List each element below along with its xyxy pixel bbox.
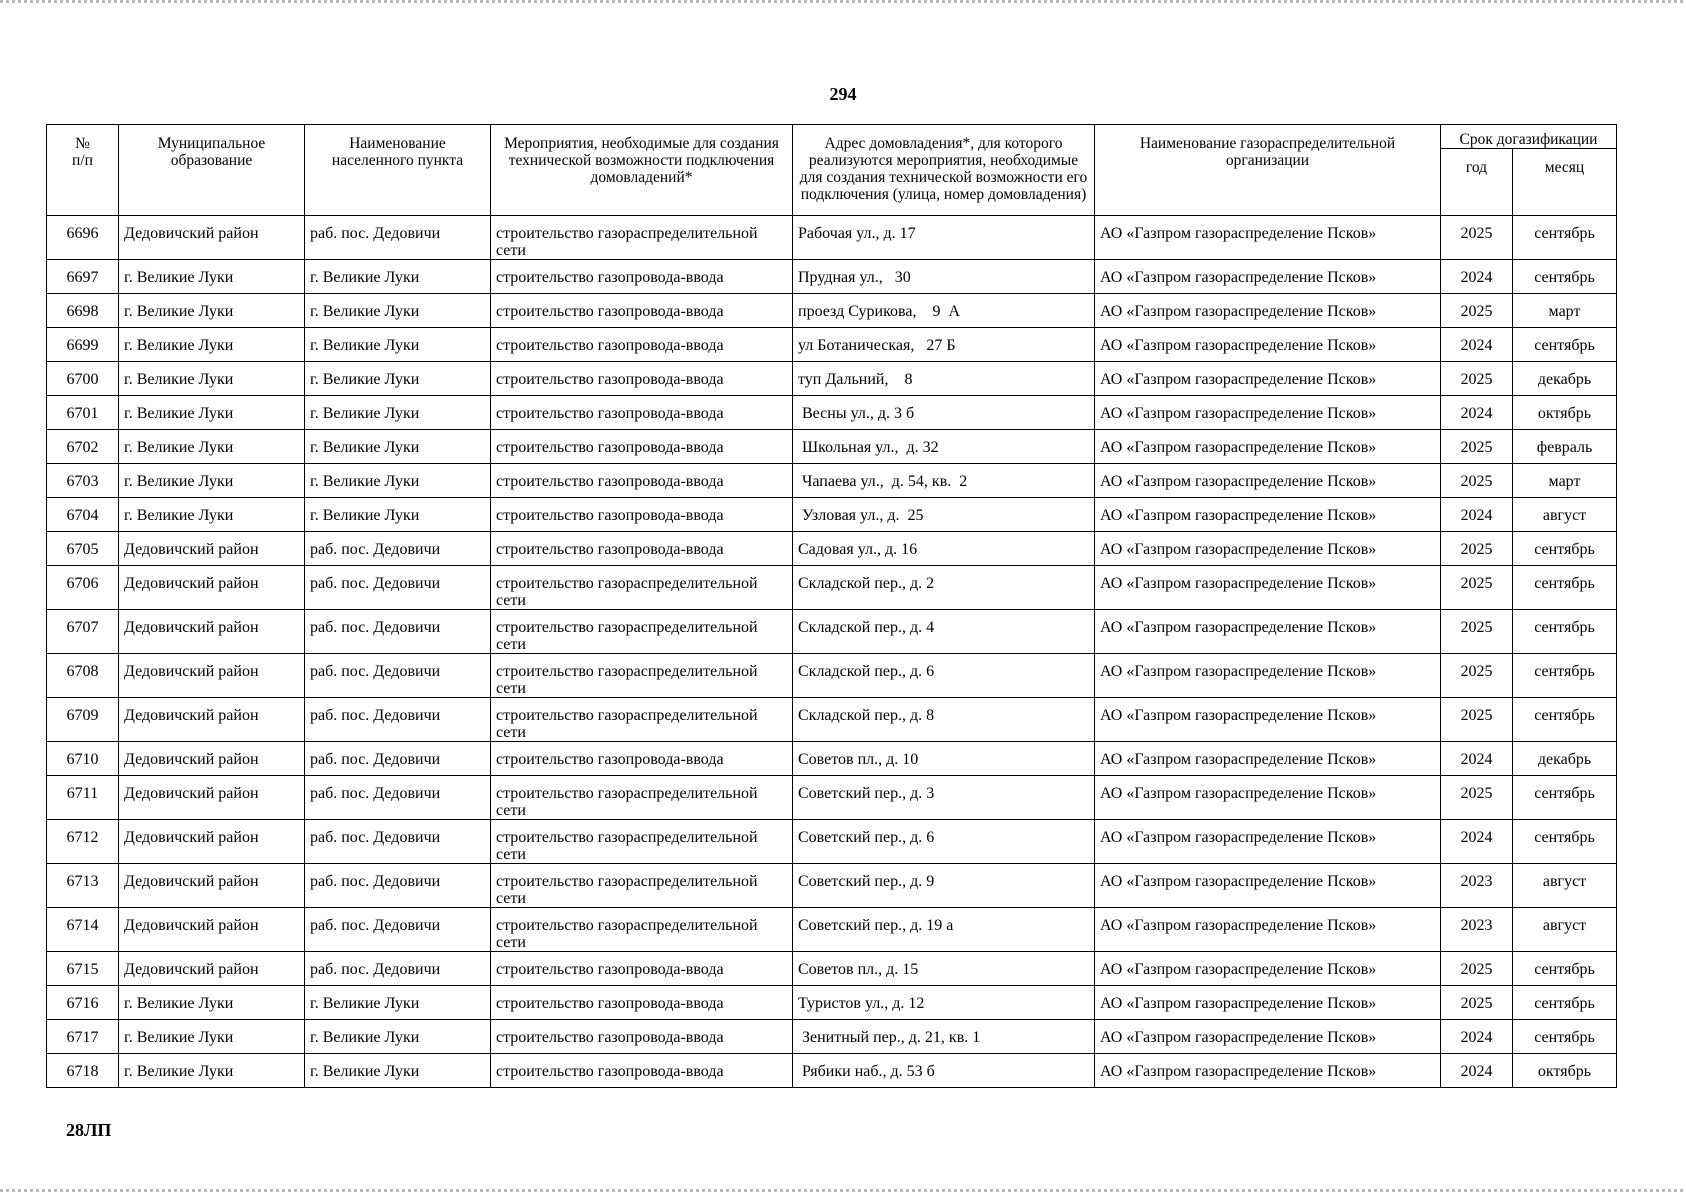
cell-month: август	[1513, 498, 1617, 532]
table-row	[47, 610, 1617, 654]
cell-address: Узловая ул., д. 25	[793, 498, 1095, 532]
cell-num: 6697	[47, 260, 119, 294]
cell-organization: АО «Газпром газораспределение Псков»	[1095, 654, 1441, 698]
cell-num: 6707	[47, 610, 119, 654]
cell-year: 2025	[1441, 654, 1513, 698]
header-settlement-label: Наименование населенного пункта	[331, 135, 464, 169]
cell-organization: АО «Газпром газораспределение Псков»	[1095, 820, 1441, 864]
header-address-label: Адрес домовладения*, для которого реализуются мероприятия, необходимые для создания технической возможности его подключения (улица, номер домовладения)	[799, 135, 1088, 203]
cell-municipality: Дедовичский район	[119, 566, 305, 610]
cell-organization: АО «Газпром газораспределение Псков»	[1095, 430, 1441, 464]
cell-year: 2025	[1441, 532, 1513, 566]
cell-settlement: раб. пос. Дедовичи	[305, 654, 491, 698]
footer-code: 28ЛП	[66, 1120, 112, 1140]
cell-measure: строительство газопровода-ввода	[491, 952, 793, 986]
cell-measure: строительство газопровода-ввода	[491, 396, 793, 430]
cell-address: Школьная ул., д. 32	[793, 430, 1095, 464]
cell-month: март	[1513, 294, 1617, 328]
cell-address: Прудная ул., 30	[793, 260, 1095, 294]
cell-num: 6710	[47, 742, 119, 776]
cell-municipality: г. Великие Луки	[119, 294, 305, 328]
table-row	[47, 362, 1617, 396]
cell-address: Советский пер., д. 6	[793, 820, 1095, 864]
cell-year: 2025	[1441, 566, 1513, 610]
cell-municipality: Дедовичский район	[119, 698, 305, 742]
cell-settlement: раб. пос. Дедовичи	[305, 698, 491, 742]
cell-month: сентябрь	[1513, 610, 1617, 654]
cell-municipality: г. Великие Луки	[119, 328, 305, 362]
cell-settlement: раб. пос. Дедовичи	[305, 566, 491, 610]
cell-measure: строительство газопровода-ввода	[491, 1020, 793, 1054]
cell-num: 6702	[47, 430, 119, 464]
cell-num: 6709	[47, 698, 119, 742]
cell-year: 2025	[1441, 216, 1513, 260]
cell-settlement: раб. пос. Дедовичи	[305, 742, 491, 776]
cell-municipality: Дедовичский район	[119, 742, 305, 776]
cell-num: 6706	[47, 566, 119, 610]
cell-organization: АО «Газпром газораспределение Псков»	[1095, 1020, 1441, 1054]
cell-organization: АО «Газпром газораспределение Псков»	[1095, 294, 1441, 328]
cell-municipality: Дедовичский район	[119, 864, 305, 908]
cell-measure: строительство газопровода-ввода	[491, 986, 793, 1020]
table-row	[47, 430, 1617, 464]
table-row	[47, 908, 1617, 952]
cell-address: Рабочая ул., д. 17	[793, 216, 1095, 260]
header-municipality	[119, 125, 305, 216]
cell-municipality: г. Великие Луки	[119, 362, 305, 396]
cell-month: декабрь	[1513, 362, 1617, 396]
cell-address: туп Дальний, 8	[793, 362, 1095, 396]
cell-settlement: раб. пос. Дедовичи	[305, 610, 491, 654]
cell-address: Складской пер., д. 8	[793, 698, 1095, 742]
cell-municipality: Дедовичский район	[119, 820, 305, 864]
cell-month: август	[1513, 864, 1617, 908]
table-row	[47, 464, 1617, 498]
cell-month: октябрь	[1513, 396, 1617, 430]
cell-organization: АО «Газпром газораспределение Псков»	[1095, 610, 1441, 654]
cell-address: Советский пер., д. 9	[793, 864, 1095, 908]
cell-organization: АО «Газпром газораспределение Псков»	[1095, 362, 1441, 396]
cell-organization: АО «Газпром газораспределение Псков»	[1095, 776, 1441, 820]
cell-organization: АО «Газпром газораспределение Псков»	[1095, 260, 1441, 294]
table-row	[47, 216, 1617, 260]
cell-num: 6700	[47, 362, 119, 396]
cell-year: 2025	[1441, 362, 1513, 396]
cell-measure: строительство газопровода-ввода	[491, 362, 793, 396]
table-body	[47, 216, 1617, 1088]
cell-measure: строительство газопровода-ввода	[491, 742, 793, 776]
table-row	[47, 396, 1617, 430]
cell-measure: строительство газораспределительной сети	[491, 610, 793, 654]
cell-organization: АО «Газпром газораспределение Псков»	[1095, 328, 1441, 362]
cell-settlement: раб. пос. Дедовичи	[305, 864, 491, 908]
cell-month: сентябрь	[1513, 776, 1617, 820]
cell-municipality: Дедовичский район	[119, 610, 305, 654]
cell-address: Складской пер., д. 6	[793, 654, 1095, 698]
cell-settlement: г. Великие Луки	[305, 362, 491, 396]
cell-year: 2024	[1441, 328, 1513, 362]
header-measures	[491, 125, 793, 216]
cell-address: Советов пл., д. 10	[793, 742, 1095, 776]
header-year-label: год	[1465, 159, 1488, 176]
table-row	[47, 328, 1617, 362]
cell-settlement: раб. пос. Дедовичи	[305, 908, 491, 952]
cell-address: Советский пер., д. 19 а	[793, 908, 1095, 952]
cell-measure: строительство газораспределительной сети	[491, 654, 793, 698]
cell-num: 6711	[47, 776, 119, 820]
cell-num: 6715	[47, 952, 119, 986]
cell-measure: строительство газораспределительной сети	[491, 698, 793, 742]
cell-organization: АО «Газпром газораспределение Псков»	[1095, 498, 1441, 532]
cell-settlement: раб. пос. Дедовичи	[305, 776, 491, 820]
page-number: 294	[829, 84, 857, 104]
header-deadline-label: Срок догазификации	[1459, 131, 1598, 148]
cell-organization: АО «Газпром газораспределение Псков»	[1095, 742, 1441, 776]
cell-num: 6705	[47, 532, 119, 566]
cell-settlement: раб. пос. Дедовичи	[305, 216, 491, 260]
table-row	[47, 1020, 1617, 1054]
cell-address: Складской пер., д. 2	[793, 566, 1095, 610]
cell-num: 6714	[47, 908, 119, 952]
cell-address: Туристов ул., д. 12	[793, 986, 1095, 1020]
cell-organization: АО «Газпром газораспределение Псков»	[1095, 532, 1441, 566]
table-row	[47, 294, 1617, 328]
cell-settlement: г. Великие Луки	[305, 498, 491, 532]
cell-year: 2025	[1441, 698, 1513, 742]
header-year	[1441, 149, 1513, 216]
cell-num: 6717	[47, 1020, 119, 1054]
table-row	[47, 566, 1617, 610]
cell-municipality: Дедовичский район	[119, 654, 305, 698]
table-row	[47, 698, 1617, 742]
cell-organization: АО «Газпром газораспределение Псков»	[1095, 1054, 1441, 1088]
cell-month: сентябрь	[1513, 216, 1617, 260]
cell-address: Складской пер., д. 4	[793, 610, 1095, 654]
cell-month: август	[1513, 908, 1617, 952]
cell-address: ул Ботаническая, 27 Б	[793, 328, 1095, 362]
cell-measure: строительство газопровода-ввода	[491, 294, 793, 328]
cell-municipality: Дедовичский район	[119, 776, 305, 820]
cell-address: Советов пл., д. 15	[793, 952, 1095, 986]
cell-month: сентябрь	[1513, 986, 1617, 1020]
header-deadline	[1441, 125, 1617, 149]
cell-measure: строительство газопровода-ввода	[491, 532, 793, 566]
cell-year: 2024	[1441, 1054, 1513, 1088]
cell-num: 6696	[47, 216, 119, 260]
cell-municipality: г. Великие Луки	[119, 1020, 305, 1054]
cell-address: Чапаева ул., д. 54, кв. 2	[793, 464, 1095, 498]
cell-measure: строительство газопровода-ввода	[491, 260, 793, 294]
cell-settlement: г. Великие Луки	[305, 430, 491, 464]
cell-measure: строительство газопровода-ввода	[491, 328, 793, 362]
cell-num: 6713	[47, 864, 119, 908]
table-header	[47, 125, 1617, 216]
cell-organization: АО «Газпром газораспределение Псков»	[1095, 698, 1441, 742]
cell-measure: строительство газораспределительной сети	[491, 864, 793, 908]
cell-settlement: раб. пос. Дедовичи	[305, 820, 491, 864]
table-row	[47, 1054, 1617, 1088]
cell-address: Рябики наб., д. 53 б	[793, 1054, 1095, 1088]
cell-year: 2025	[1441, 610, 1513, 654]
cell-month: сентябрь	[1513, 654, 1617, 698]
cell-organization: АО «Газпром газораспределение Псков»	[1095, 216, 1441, 260]
cell-municipality: г. Великие Луки	[119, 1054, 305, 1088]
cell-address: Весны ул., д. 3 б	[793, 396, 1095, 430]
cell-measure: строительство газораспределительной сети	[491, 908, 793, 952]
cell-year: 2024	[1441, 396, 1513, 430]
cell-settlement: г. Великие Луки	[305, 986, 491, 1020]
cell-municipality: Дедовичский район	[119, 908, 305, 952]
cell-num: 6712	[47, 820, 119, 864]
cell-year: 2025	[1441, 986, 1513, 1020]
header-month	[1513, 149, 1617, 216]
header-address	[793, 125, 1095, 216]
table-row	[47, 864, 1617, 908]
cell-num: 6708	[47, 654, 119, 698]
header-num	[47, 125, 119, 216]
table-row	[47, 820, 1617, 864]
cell-year: 2023	[1441, 864, 1513, 908]
cell-address: Советский пер., д. 3	[793, 776, 1095, 820]
cell-measure: строительство газопровода-ввода	[491, 464, 793, 498]
cell-municipality: г. Великие Луки	[119, 396, 305, 430]
cell-settlement: г. Великие Луки	[305, 1020, 491, 1054]
table-row	[47, 260, 1617, 294]
cell-address: Зенитный пер., д. 21, кв. 1	[793, 1020, 1095, 1054]
table-row	[47, 654, 1617, 698]
cell-municipality: Дедовичский район	[119, 532, 305, 566]
cell-measure: строительство газопровода-ввода	[491, 430, 793, 464]
table-row	[47, 952, 1617, 986]
cell-num: 6716	[47, 986, 119, 1020]
cell-measure: строительство газораспределительной сети	[491, 216, 793, 260]
cell-organization: АО «Газпром газораспределение Псков»	[1095, 864, 1441, 908]
cell-municipality: г. Великие Луки	[119, 498, 305, 532]
cell-organization: АО «Газпром газораспределение Псков»	[1095, 464, 1441, 498]
cell-num: 6718	[47, 1054, 119, 1088]
cell-organization: АО «Газпром газораспределение Псков»	[1095, 396, 1441, 430]
cell-settlement: г. Великие Луки	[305, 464, 491, 498]
cell-municipality: г. Великие Луки	[119, 986, 305, 1020]
cell-municipality: Дедовичский район	[119, 216, 305, 260]
cell-measure: строительство газораспределительной сети	[491, 566, 793, 610]
cell-month: сентябрь	[1513, 1020, 1617, 1054]
cell-year: 2024	[1441, 498, 1513, 532]
cell-year: 2024	[1441, 260, 1513, 294]
header-num-label: № п/п	[72, 135, 93, 169]
cell-month: декабрь	[1513, 742, 1617, 776]
cell-num: 6699	[47, 328, 119, 362]
cell-month: сентябрь	[1513, 328, 1617, 362]
cell-settlement: г. Великие Луки	[305, 294, 491, 328]
gasification-table	[46, 124, 1617, 1088]
cell-year: 2024	[1441, 820, 1513, 864]
cell-month: сентябрь	[1513, 698, 1617, 742]
table-row	[47, 742, 1617, 776]
cell-year: 2024	[1441, 742, 1513, 776]
cell-num: 6704	[47, 498, 119, 532]
header-organization	[1095, 125, 1441, 216]
cell-year: 2023	[1441, 908, 1513, 952]
cell-month: сентябрь	[1513, 532, 1617, 566]
header-settlement	[305, 125, 491, 216]
cell-settlement: г. Великие Луки	[305, 396, 491, 430]
cell-organization: АО «Газпром газораспределение Псков»	[1095, 566, 1441, 610]
cell-address: проезд Сурикова, 9 А	[793, 294, 1095, 328]
cell-municipality: г. Великие Луки	[119, 430, 305, 464]
header-organization-label: Наименование газораспределительной организации	[1139, 135, 1396, 169]
scan-edge-bottom	[0, 1189, 1686, 1192]
table-row	[47, 986, 1617, 1020]
cell-settlement: г. Великие Луки	[305, 260, 491, 294]
cell-measure: строительство газораспределительной сети	[491, 776, 793, 820]
cell-municipality: г. Великие Луки	[119, 464, 305, 498]
cell-year: 2024	[1441, 1020, 1513, 1054]
cell-num: 6698	[47, 294, 119, 328]
cell-year: 2025	[1441, 952, 1513, 986]
cell-measure: строительство газопровода-ввода	[491, 498, 793, 532]
header-measures-label: Мероприятия, необходимые для создания технической возможности подключения домовладений*	[504, 135, 779, 186]
table-row	[47, 532, 1617, 566]
cell-month: февраль	[1513, 430, 1617, 464]
cell-organization: АО «Газпром газораспределение Псков»	[1095, 986, 1441, 1020]
cell-organization: АО «Газпром газораспределение Псков»	[1095, 952, 1441, 986]
cell-measure: строительство газопровода-ввода	[491, 1054, 793, 1088]
cell-settlement: раб. пос. Дедовичи	[305, 952, 491, 986]
cell-year: 2025	[1441, 294, 1513, 328]
cell-municipality: г. Великие Луки	[119, 260, 305, 294]
cell-organization: АО «Газпром газораспределение Псков»	[1095, 908, 1441, 952]
header-month-label: месяц	[1544, 159, 1585, 176]
cell-settlement: раб. пос. Дедовичи	[305, 532, 491, 566]
cell-month: сентябрь	[1513, 952, 1617, 986]
cell-month: сентябрь	[1513, 260, 1617, 294]
table-row	[47, 776, 1617, 820]
cell-year: 2025	[1441, 430, 1513, 464]
cell-year: 2025	[1441, 464, 1513, 498]
cell-month: октябрь	[1513, 1054, 1617, 1088]
scan-edge-top	[0, 0, 1686, 3]
table-row	[47, 498, 1617, 532]
cell-month: сентябрь	[1513, 566, 1617, 610]
cell-measure: строительство газораспределительной сети	[491, 820, 793, 864]
cell-settlement: г. Великие Луки	[305, 328, 491, 362]
cell-month: сентябрь	[1513, 820, 1617, 864]
cell-num: 6703	[47, 464, 119, 498]
cell-month: март	[1513, 464, 1617, 498]
cell-municipality: Дедовичский район	[119, 952, 305, 986]
cell-address: Садовая ул., д. 16	[793, 532, 1095, 566]
header-municipality-label: Муниципальное образование	[157, 135, 266, 169]
cell-num: 6701	[47, 396, 119, 430]
cell-year: 2025	[1441, 776, 1513, 820]
cell-settlement: г. Великие Луки	[305, 1054, 491, 1088]
